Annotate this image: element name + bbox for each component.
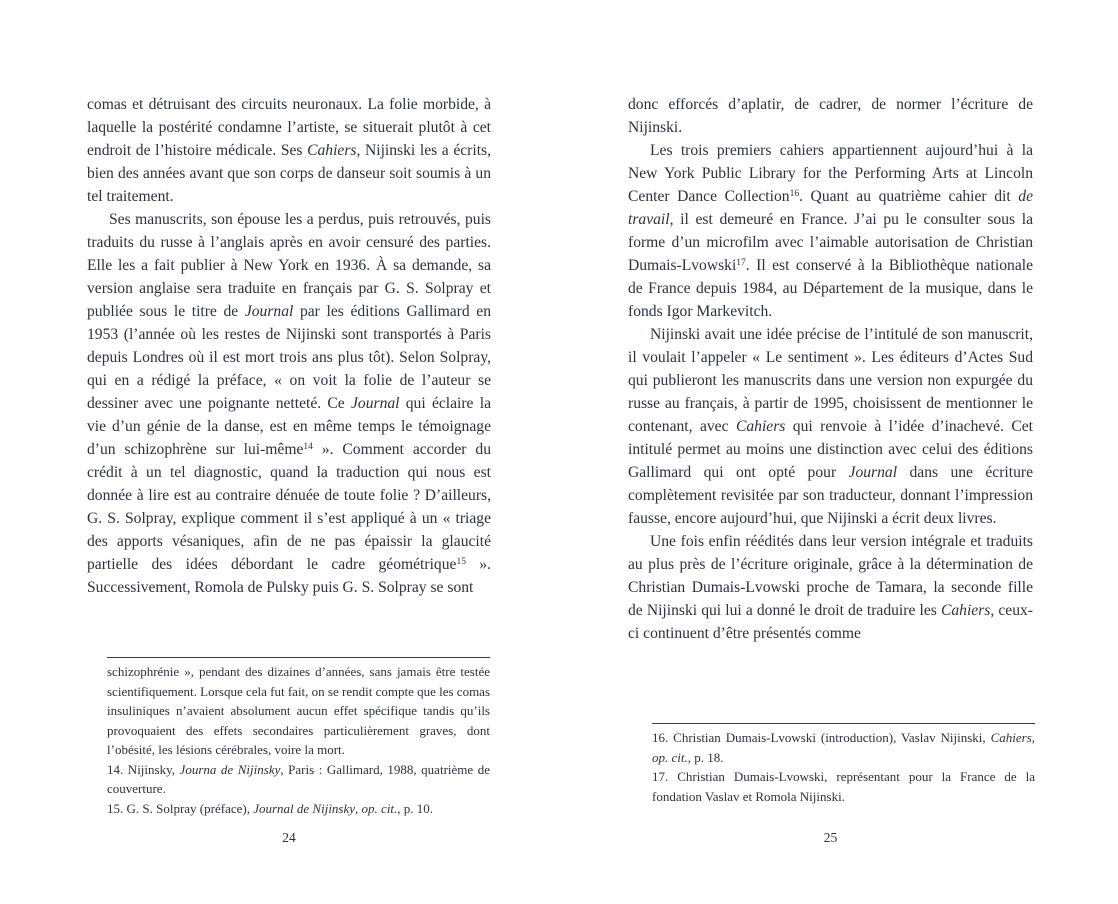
footnote-separator-rule	[107, 657, 490, 658]
footnote: 17. Christian Dumais-Lvowski, représentant pour la France de la fondation Vaslav et Romola Nijinski.	[652, 769, 1035, 804]
footnote: 16. Christian Dumais-Lvowski (introduction), Vaslav Nijinski, Cahiers, op. cit., p. 18.	[652, 730, 1035, 765]
footnote: schizophrénie », pendant des dizaines d’années, sans jamais être testée scientifiquement. Lorsque cela fut fait, on se rendit compte que les comas insuliniques n’avaient absolument aucun effet spécifique tandis qu’ils provoquaient des effets secondaires particulièrement graves, dont l’obésité, les lésions cérébrales, voire la mort.	[107, 664, 491, 757]
paragraph: comas et détruisant des circuits neuronaux. La folie morbide, à laquelle la postérité condamne l’artiste, se situerait plutôt à cet endroit de l’histoire médicale. Ses Cahiers, Nijinski les a écrits, bien des années avant que son corps de danseur soit soumis à un tel traitement.	[87, 96, 492, 205]
paragraph: Les trois premiers cahiers appartiennent aujourd’hui à la New York Public Library for the Performing Arts at Lincoln Center Dance Collection$^{16}$. Quant au quatrième cahier dit de travail, il est demeuré en France. J’ai pu le consulter sous la forme d’un microfilm avec l’aimable autorisation de Christian Dumais-Lvowski$^{17}$. Il est conservé à la Bibliothèque nationale de France depuis 1984, au Département de la musique, dans le fonds Igor Markevitch.	[628, 142, 1033, 320]
paragraph: Une fois enfin réédités dans leur version intégrale et traduits au plus près de l’écriture originale, grâce à la détermination de Christian Dumais-Lvowski proche de Tamara, la seconde fille de Nijinski qui lui a donné le droit de traduire les Cahiers, ceux-ci continuent d’être présentés comme	[628, 533, 1033, 642]
page-number-left: 24	[282, 830, 296, 845]
right-page-footnotes	[652, 723, 1035, 806]
page-number-right: 25	[823, 830, 838, 845]
footnote: 14. Nijinsky, Journa de Nijinsky, Paris : Gallimard, 1988, quatrième de couverture.	[107, 761, 490, 796]
footnote: 15. G. S. Solpray (préface), Journal de Nijinsky, op. cit., p. 10.	[107, 800, 434, 816]
footnote-separator-rule	[652, 723, 1035, 724]
left-page-footnotes	[107, 657, 490, 818]
paragraph: Nijinski avait une idée précise de l’intitulé de son manuscrit, il voulait l’appeler « Le sentiment ». Les éditeurs d’Actes Sud qui publieront les manuscrits dans une version non expurgée du russe au français, à partir de 1995, choisissent de mentionner le contenant, avec Cahiers qui renvoie à l’idée d’inachevé. Cet intitulé permet au moins une distinction avec celui des éditions Gallimard qui ont opté pour Journal dans une écriture complètement revisitée par son traducteur, donnant l’impression fausse, encore aujourd’hui, que Nijinski a écrit deux livres.	[628, 326, 1033, 527]
paragraph: Ses manuscrits, son épouse les a perdus, puis retrouvés, puis traduits du russe à l’anglais après en avoir censuré des parties. Elle les a fait publier à New York en 1936. À sa demande, sa version anglaise sera traduite en français par G. S. Solpray et publiée sous le titre de Journal par les éditions Gallimard en 1953 (l’année où les restes de Nijinski sont transportés à Paris depuis Londres où il est mort trois ans plus tôt). Selon Solpray, qui en a rédigé la préface, « on voit la folie de l’auteur se dessiner avec une poignante netteté. Ce Journal qui éclaire la vie d’un génie de la danse, est en même temps le témoignage d’un schizophrène sur lui-même$^{14}$ ». Comment accorder du crédit à un tel diagnostic, quand la traduction qui nous est donnée à lire est au contraire dénuée de toute folie ? D’ailleurs, G. S. Solpray, explique comment il s’est appliqué à un « triage des apports vésaniques, afin de ne pas épaissir la glaucité partielle des idées débordant le cadre géométrique$^{15}$ ». Successivement, Romola de Pulsky puis G. S. Solpray se sont	[87, 211, 492, 596]
left-page-body	[87, 93, 491, 599]
right-page-body	[628, 93, 1033, 645]
paragraph: donc efforcés d’aplatir, de cadrer, de normer l’écriture de Nijinski.	[628, 96, 1033, 136]
